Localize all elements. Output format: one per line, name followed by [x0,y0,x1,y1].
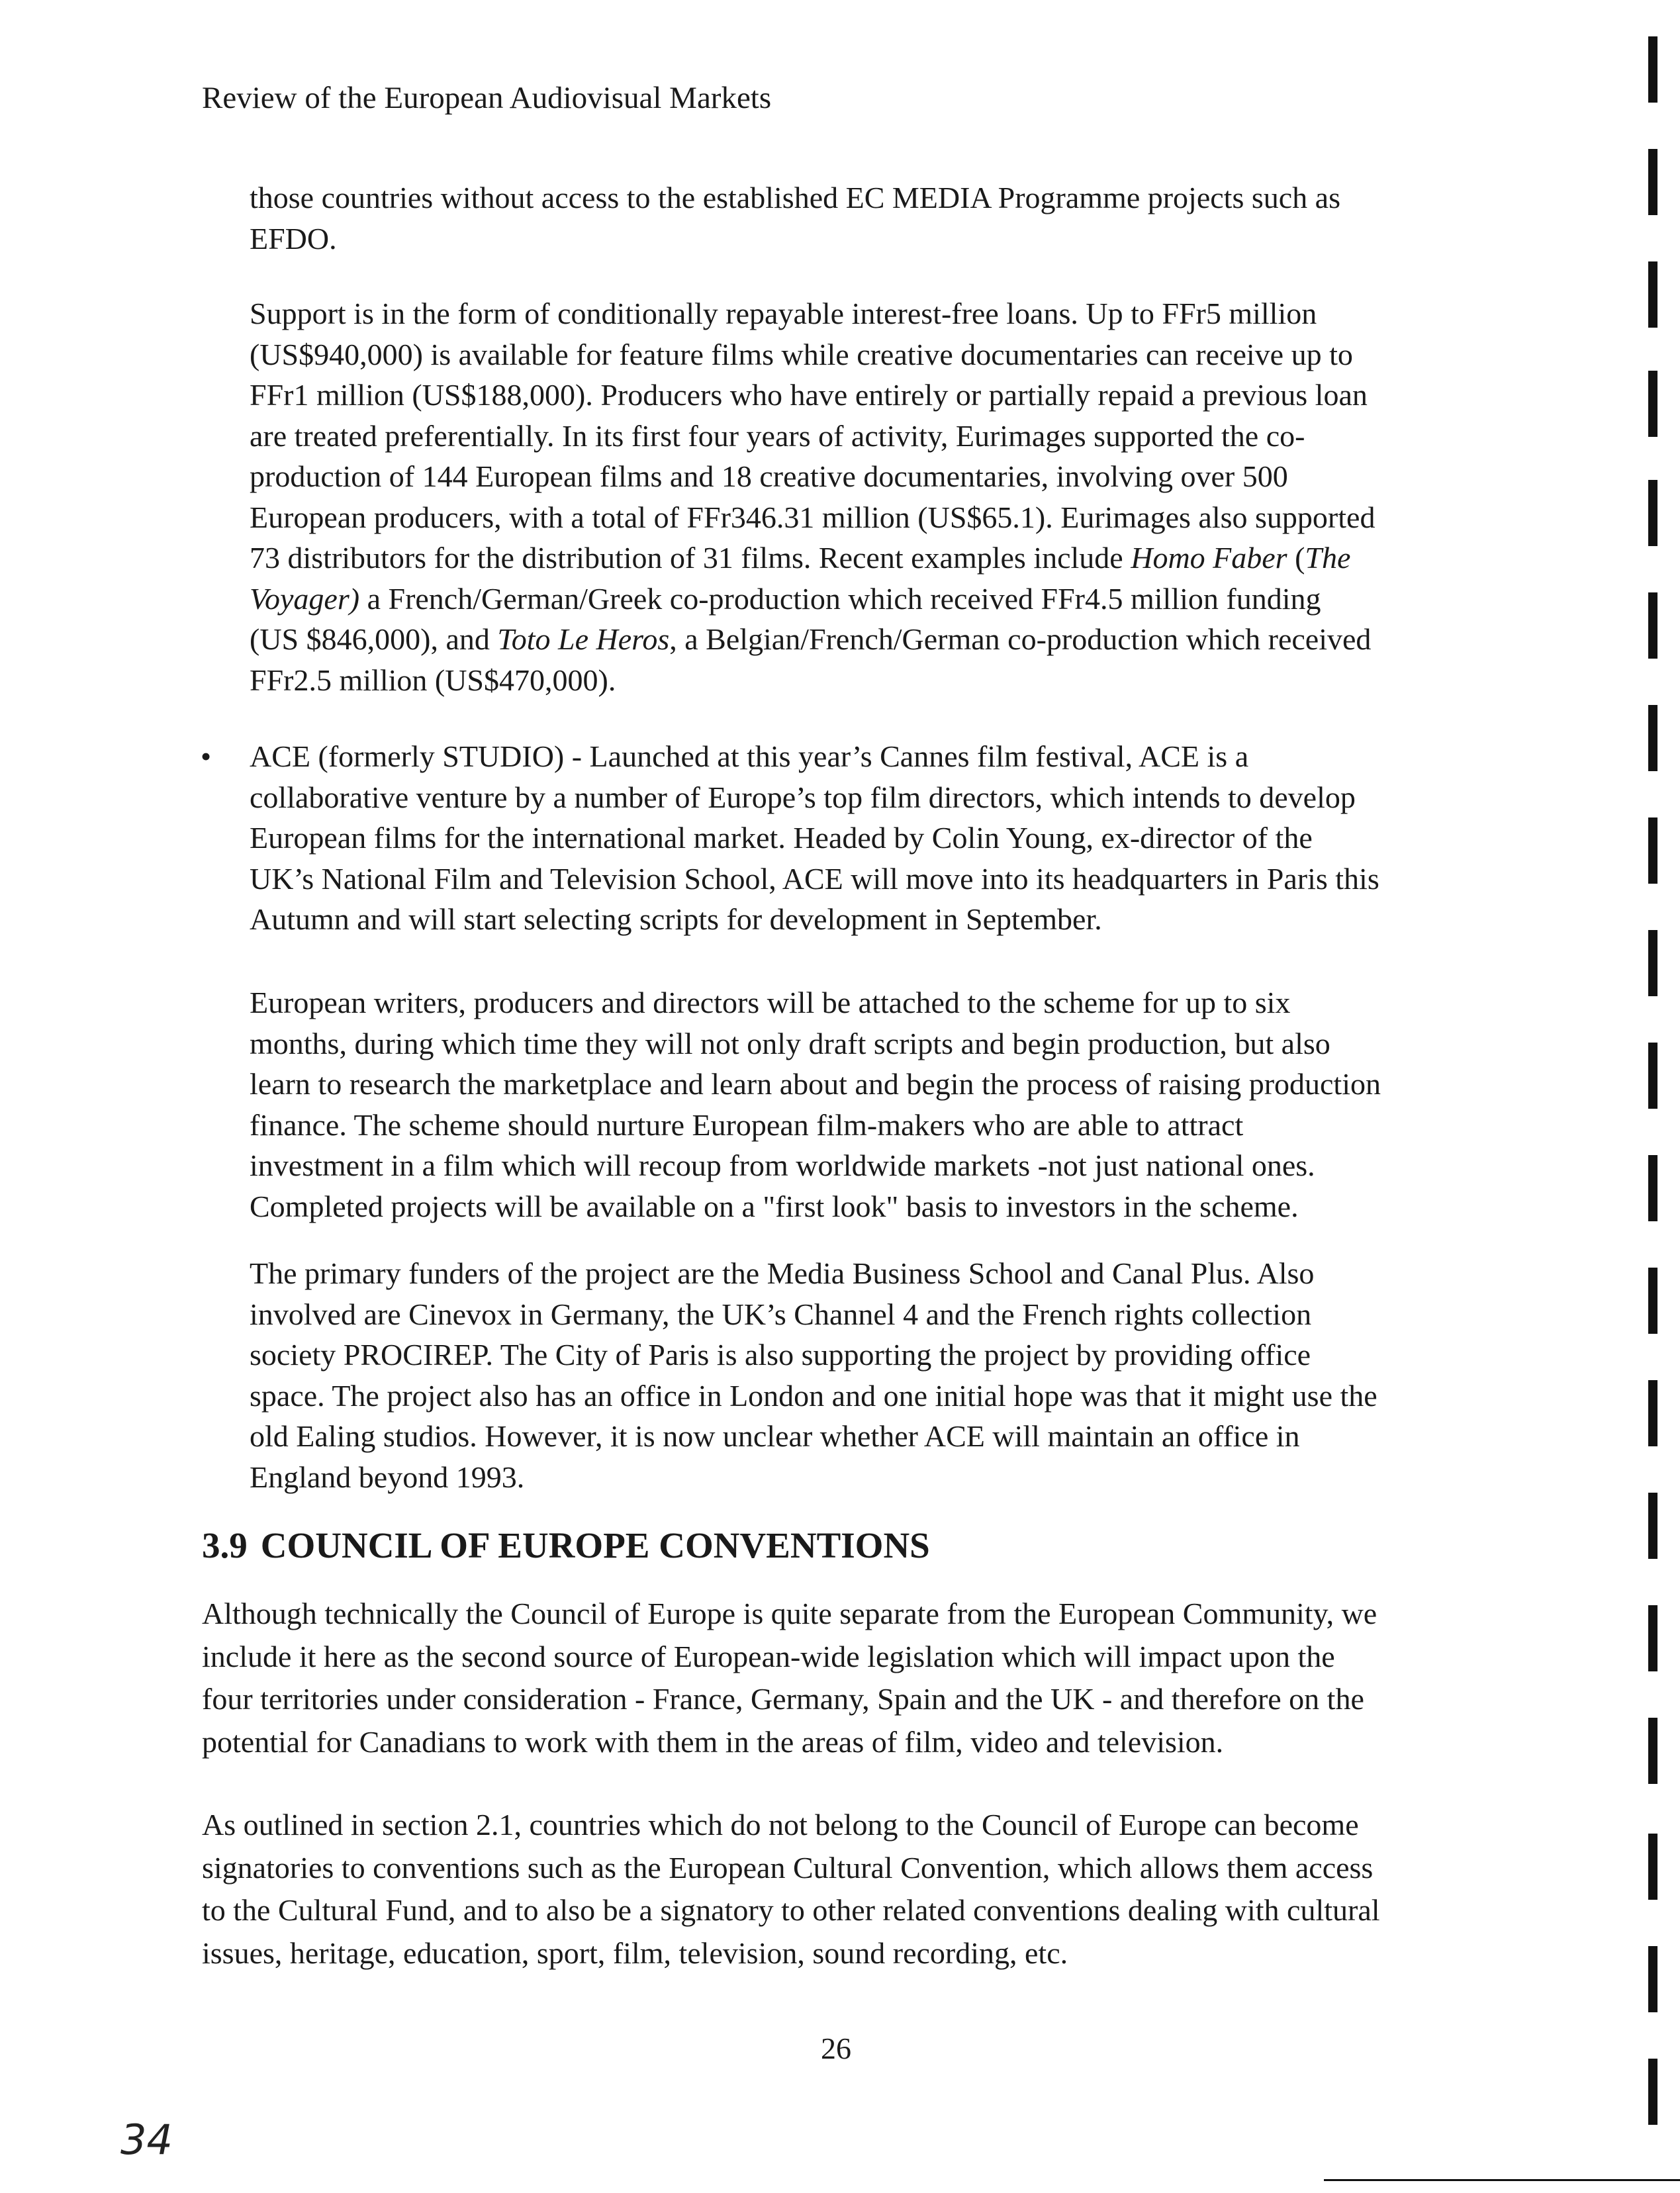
film-title: Homo Faber [1131,541,1287,575]
text-line: FFr2.5 million (US$470,000). [250,663,616,697]
text-line: UK’s National Film and Television School, ACE will move into its headquarters in Paris this [250,861,1379,896]
text-run: (US $846,000), and [250,622,498,656]
text-line: potential for Canadians to work with them in the areas of film, video and television. [202,1724,1224,1759]
handwritten-page-number: 34 [120,2116,173,2164]
text-line: (US$940,000) is available for feature films while creative documentaries can receive up to [250,337,1353,371]
bullet-marker: • [201,739,212,773]
text-line: those countries without access to the established EC MEDIA Programme projects such as [250,181,1340,214]
binding-mark [1648,1605,1657,1671]
text-run: , a Belgian/French/German co-production which received [669,622,1372,656]
text-line: society PROCIREP. The City of Paris is also supporting the project by providing office [250,1338,1311,1372]
film-title: Toto Le Heros [497,622,670,656]
binding-mark [1648,261,1657,328]
binding-mark [1648,930,1657,996]
text-line: European producers, with a total of FFr346.31 million (US$65.1). Eurimages also supported [250,500,1376,534]
text-line: space. The project also has an office in London and one initial hope was that it might use the [250,1378,1377,1413]
binding-mark [1648,592,1657,659]
binding-mark [1648,1043,1657,1109]
binding-mark [1648,817,1657,884]
binding-mark [1648,1380,1657,1446]
text-line: As outlined in section 2.1, countries which do not belong to the Council of Europe can become [202,1808,1359,1842]
text-line: are treated preferentially. In its first four years of activity, Eurimages supported the co- [250,418,1305,453]
text-line: finance. The scheme should nurture European film-makers who are able to attract [250,1107,1244,1142]
text-line: collaborative venture by a number of Europe’s top film directors, which intends to develop [250,780,1356,814]
text-line: EFDO. [250,221,337,256]
text-line: months, during which time they will not only draft scripts and begin production, but also [250,1026,1330,1060]
film-title: Voyager) [250,581,360,616]
text-line: signatories to conventions such as the European Cultural Convention, which allows them access [202,1850,1374,1885]
scan-edge-line [1324,2179,1680,2181]
text-line: four territories under consideration - France, Germany, Spain and the UK - and therefore on the [202,1682,1364,1716]
text-line: Support is in the form of conditionally repayable interest-free loans. Up to FFr5 million [250,297,1317,330]
text-line: issues, heritage, education, sport, film, television, sound recording, etc. [202,1936,1068,1970]
text-line: learn to research the marketplace and learn about and begin the process of raising production [250,1067,1381,1101]
text-run: 73 distributors for the distribution of 31 films. Recent examples include [250,541,1131,575]
binding-mark [1648,1493,1657,1559]
binding-mark [1648,1155,1657,1221]
text-line: Completed projects will be available on a "first look" basis to investors in the scheme. [250,1189,1299,1223]
section-number: 3.9 [202,1525,248,1565]
text-line: ACE (formerly STUDIO) - Launched at this year’s Cannes film festival, ACE is a [250,739,1249,773]
running-header: Review of the European Audiovisual Markets [202,81,772,115]
binding-mark [1648,480,1657,546]
text-line: Although technically the Council of Europe is quite separate from the European Community, we [202,1597,1377,1630]
text-line: The primary funders of the project are the Media Business School and Canal Plus. Also [250,1256,1315,1290]
text-run: ( [1287,541,1305,575]
binding-mark [1648,1834,1657,1900]
binding-mark [1648,36,1657,103]
binding-mark [1648,2059,1657,2125]
text-run: a French/German/Greek co-production which received FFr4.5 million funding [359,581,1321,616]
text-line: Autumn and will start selecting scripts for development in September. [250,902,1102,936]
text-line: investment in a film which will recoup from worldwide markets -not just national ones. [250,1148,1315,1182]
text-line: European writers, producers and directors will be attached to the scheme for up to six [250,986,1291,1019]
page-number: 26 [821,2031,851,2065]
binding-mark [1648,149,1657,215]
binding-mark [1648,1718,1657,1784]
text-line: European films for the international market. Headed by Colin Young, ex-director of the [250,821,1313,855]
text-line: FFr1 million (US$188,000). Producers who have entirely or partially repaid a previous loan [250,378,1368,412]
text-line: old Ealing studios. However, it is now unclear whether ACE will maintain an office in [250,1419,1300,1453]
text-line: involved are Cinevox in Germany, the UK’s Channel 4 and the French rights collection [250,1297,1312,1331]
text-line: England beyond 1993. [250,1460,525,1494]
binding-mark [1648,705,1657,771]
text-line: include it here as the second source of European-wide legislation which will impact upon the [202,1639,1335,1673]
text-line: to the Cultural Fund, and to also be a signatory to other related conventions dealing with cultural [202,1893,1380,1927]
binding-mark [1648,1268,1657,1334]
film-title: The [1305,541,1351,575]
text-line: production of 144 European films and 18 creative documentaries, involving over 500 [250,459,1288,493]
binding-mark [1648,371,1657,437]
binding-mark [1648,1946,1657,2012]
section-title: COUNCIL OF EUROPE CONVENTIONS [260,1525,930,1565]
